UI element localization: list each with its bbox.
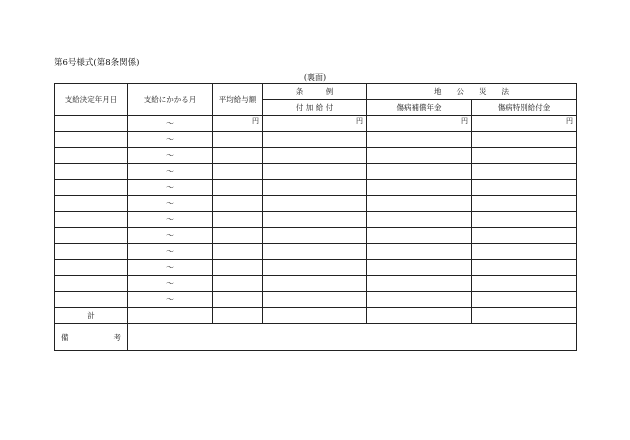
cell-decision-date[interactable] — [55, 116, 128, 132]
cell-target-month[interactable]: ～ — [128, 164, 213, 180]
cell-injury-pension[interactable]: 円 — [367, 116, 472, 132]
header-avg-wage: 平均給与額 — [213, 84, 263, 116]
cell-ordinance-benefit[interactable] — [263, 180, 367, 196]
table-row — [55, 196, 577, 212]
cell-ordinance-benefit[interactable] — [263, 212, 367, 228]
header-target-month: 支給にかかる月 — [128, 84, 213, 116]
cell-target-month[interactable]: ～ — [128, 196, 213, 212]
total-injury-pension[interactable] — [367, 308, 472, 324]
table-row — [55, 180, 577, 196]
cell-injury-special[interactable] — [472, 164, 577, 180]
cell-ordinance-benefit[interactable] — [263, 260, 367, 276]
cell-ordinance-benefit[interactable] — [263, 276, 367, 292]
total-ordinance-benefit[interactable] — [263, 308, 367, 324]
total-label: 計 — [55, 308, 128, 324]
cell-avg-wage[interactable] — [213, 132, 263, 148]
cell-target-month[interactable]: ～ — [128, 292, 213, 308]
form-title: 第6号様式(第8条関係) — [54, 58, 140, 68]
cell-decision-date[interactable] — [55, 212, 128, 228]
notes-field[interactable] — [128, 324, 577, 351]
cell-decision-date[interactable] — [55, 132, 128, 148]
table-row — [55, 116, 577, 132]
cell-injury-special[interactable] — [472, 148, 577, 164]
cell-injury-special[interactable] — [472, 196, 577, 212]
cell-ordinance-benefit[interactable]: 円 — [263, 116, 367, 132]
cell-injury-pension[interactable] — [367, 228, 472, 244]
cell-avg-wage[interactable] — [213, 292, 263, 308]
cell-decision-date[interactable] — [55, 276, 128, 292]
cell-injury-pension[interactable] — [367, 180, 472, 196]
cell-avg-wage[interactable] — [213, 196, 263, 212]
cell-target-month[interactable]: ～ — [128, 244, 213, 260]
header-ordinance: 条 例 — [263, 84, 367, 100]
cell-decision-date[interactable] — [55, 228, 128, 244]
cell-decision-date[interactable] — [55, 196, 128, 212]
cell-ordinance-benefit[interactable] — [263, 148, 367, 164]
cell-target-month[interactable]: ～ — [128, 212, 213, 228]
table-row — [55, 132, 577, 148]
cell-target-month[interactable]: ～ — [128, 180, 213, 196]
cell-decision-date[interactable] — [55, 164, 128, 180]
cell-target-month[interactable]: ～ — [128, 132, 213, 148]
cell-target-month[interactable]: ～ — [128, 228, 213, 244]
cell-decision-date[interactable] — [55, 244, 128, 260]
cell-ordinance-benefit[interactable] — [263, 228, 367, 244]
cell-ordinance-benefit[interactable] — [263, 244, 367, 260]
cell-ordinance-benefit[interactable] — [263, 196, 367, 212]
header-ordinance-sub: 付 加 給 付 — [263, 100, 367, 116]
cell-injury-pension[interactable] — [367, 164, 472, 180]
cell-target-month[interactable]: ～ — [128, 116, 213, 132]
side-label: (裏面) — [303, 73, 327, 82]
notes-label-right: 考 — [113, 332, 121, 342]
cell-decision-date[interactable] — [55, 180, 128, 196]
cell-avg-wage[interactable] — [213, 244, 263, 260]
cell-avg-wage[interactable] — [213, 148, 263, 164]
cell-target-month[interactable]: ～ — [128, 260, 213, 276]
cell-avg-wage[interactable] — [213, 260, 263, 276]
cell-ordinance-benefit[interactable] — [263, 164, 367, 180]
notes-label-left: 備 — [61, 332, 69, 342]
cell-avg-wage[interactable] — [213, 276, 263, 292]
cell-ordinance-benefit[interactable] — [263, 132, 367, 148]
cell-injury-special[interactable] — [472, 276, 577, 292]
table-row — [55, 148, 577, 164]
cell-injury-special[interactable]: 円 — [472, 116, 577, 132]
benefit-ledger-table — [54, 83, 577, 351]
cell-injury-special[interactable] — [472, 212, 577, 228]
cell-decision-date[interactable] — [55, 292, 128, 308]
cell-injury-pension[interactable] — [367, 260, 472, 276]
table-row — [55, 164, 577, 180]
header-decision-date: 支給決定年月日 — [55, 84, 128, 116]
header-injury-pension: 傷病補償年金 — [367, 100, 472, 116]
cell-injury-pension[interactable] — [367, 244, 472, 260]
cell-injury-pension[interactable] — [367, 212, 472, 228]
cell-avg-wage[interactable] — [213, 212, 263, 228]
cell-injury-special[interactable] — [472, 228, 577, 244]
notes-label — [55, 324, 128, 351]
cell-ordinance-benefit[interactable] — [263, 292, 367, 308]
cell-injury-special[interactable] — [472, 132, 577, 148]
table-row — [55, 276, 577, 292]
table-row — [55, 228, 577, 244]
cell-injury-pension[interactable] — [367, 148, 472, 164]
cell-avg-wage[interactable] — [213, 164, 263, 180]
cell-avg-wage[interactable] — [213, 228, 263, 244]
header-disaster-law: 地 公 災 法 — [367, 84, 577, 100]
cell-target-month[interactable]: ～ — [128, 276, 213, 292]
cell-injury-pension[interactable] — [367, 292, 472, 308]
table-row — [55, 292, 577, 308]
cell-injury-pension[interactable] — [367, 196, 472, 212]
cell-target-month[interactable]: ～ — [128, 148, 213, 164]
total-avg-wage[interactable] — [213, 308, 263, 324]
cell-avg-wage[interactable] — [213, 180, 263, 196]
notes-row — [55, 324, 577, 351]
cell-avg-wage[interactable]: 円 — [213, 116, 263, 132]
cell-decision-date[interactable] — [55, 148, 128, 164]
cell-injury-special[interactable] — [472, 244, 577, 260]
cell-injury-pension[interactable] — [367, 276, 472, 292]
cell-decision-date[interactable] — [55, 260, 128, 276]
total-target-month[interactable] — [128, 308, 213, 324]
table-row — [55, 260, 577, 276]
total-injury-special[interactable] — [472, 308, 577, 324]
table-row — [55, 212, 577, 228]
table-row — [55, 244, 577, 260]
cell-injury-special[interactable] — [472, 260, 577, 276]
total-row — [55, 308, 577, 324]
cell-injury-special[interactable] — [472, 292, 577, 308]
cell-injury-pension[interactable] — [367, 132, 472, 148]
header-injury-special: 傷病特別給付金 — [472, 100, 577, 116]
cell-injury-special[interactable] — [472, 180, 577, 196]
